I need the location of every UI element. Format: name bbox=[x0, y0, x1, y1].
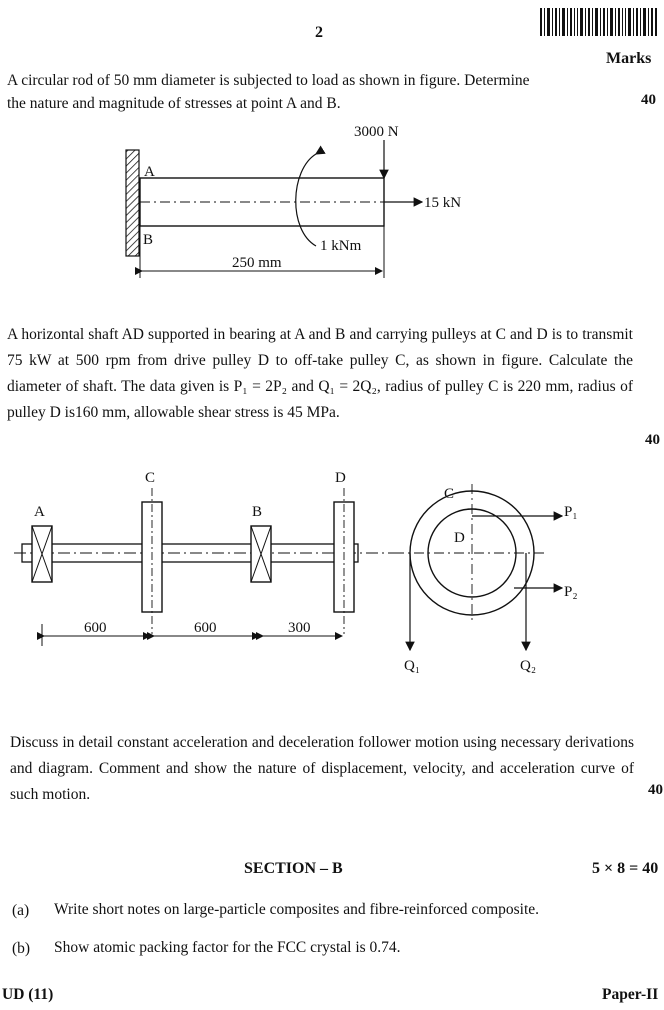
section-b-item-a-label: (a) bbox=[12, 902, 30, 919]
footer-paper: Paper-II bbox=[602, 986, 659, 1003]
end-label-d: D bbox=[454, 530, 465, 546]
barcode-graphic bbox=[540, 8, 658, 36]
p2-label: P₂ bbox=[564, 584, 578, 600]
dim-label-2: 600 bbox=[194, 620, 217, 636]
end-view-pulleys bbox=[394, 484, 544, 624]
q3-marks: 40 bbox=[648, 782, 663, 798]
section-b-item-a-text: Write short notes on large-particle composites and fibre-reinforced composite. bbox=[54, 901, 540, 918]
footer-code: UD (11) bbox=[2, 986, 54, 1003]
section-b-item-b-text: Show atomic packing factor for the FCC crystal is 0.74. bbox=[54, 939, 401, 956]
length-label: 250 mm bbox=[232, 255, 282, 271]
label-a: A bbox=[34, 504, 45, 520]
q2-label: Q₂ bbox=[520, 658, 537, 674]
page-number: 2 bbox=[315, 24, 323, 41]
bearing-b bbox=[251, 526, 271, 582]
moment-arc bbox=[296, 154, 316, 246]
fixed-wall bbox=[126, 150, 139, 256]
axial-load-label: 15 kN bbox=[424, 195, 462, 211]
moment-label: 1 kNm bbox=[320, 238, 362, 254]
q1-label: Q₁ bbox=[404, 658, 421, 674]
label-b: B bbox=[252, 504, 263, 520]
point-a-label: A bbox=[144, 164, 155, 180]
q3-text: Discuss in detail constant acceleration and deceleration follower motion using necessary derivations and diagram. Comment and show the nature of displacement, velocity, and acceleration curve of such motion. bbox=[10, 734, 634, 803]
section-b-title: SECTION – B bbox=[244, 860, 343, 877]
dim-label-1: 600 bbox=[84, 620, 107, 636]
q2-text: A horizontal shaft AD supported in bearing at A and B and carrying pulleys at C and D is to transmit 75 kW at 500 rpm from drive pulley D to off-take pulley C, as shown in figure. Calculate the diameter of shaft. The data given is P₁ = 2P₂ and Q₁ = 2Q₂, radius of pulley C is 220 mm, radius of pulley D is160 mm, allowable shear stress is 45 MPa. bbox=[7, 326, 633, 421]
q2-marks: 40 bbox=[645, 432, 660, 448]
dim-label-3: 300 bbox=[288, 620, 311, 636]
p1-label: P₁ bbox=[564, 504, 578, 520]
q1-marks: 40 bbox=[641, 92, 656, 108]
q2-shaft-figure bbox=[14, 464, 614, 694]
section-b-marks: 5 × 8 = 40 bbox=[592, 860, 659, 877]
bearing-a bbox=[32, 526, 52, 582]
q1-text-line2: the nature and magnitude of stresses at point A and B. bbox=[7, 95, 341, 112]
point-b-label: B bbox=[143, 232, 154, 248]
vertical-load-label: 3000 N bbox=[354, 124, 399, 140]
label-d-side: D bbox=[335, 470, 346, 486]
marks-header: Marks bbox=[606, 50, 652, 67]
label-c: C bbox=[145, 470, 156, 486]
q1-cantilever-figure bbox=[110, 118, 490, 288]
end-label-c: C bbox=[444, 486, 455, 502]
q1-text-line1: A circular rod of 50 mm diameter is subjected to load as shown in figure. Determine bbox=[7, 72, 530, 89]
section-b-item-b-label: (b) bbox=[12, 940, 31, 957]
